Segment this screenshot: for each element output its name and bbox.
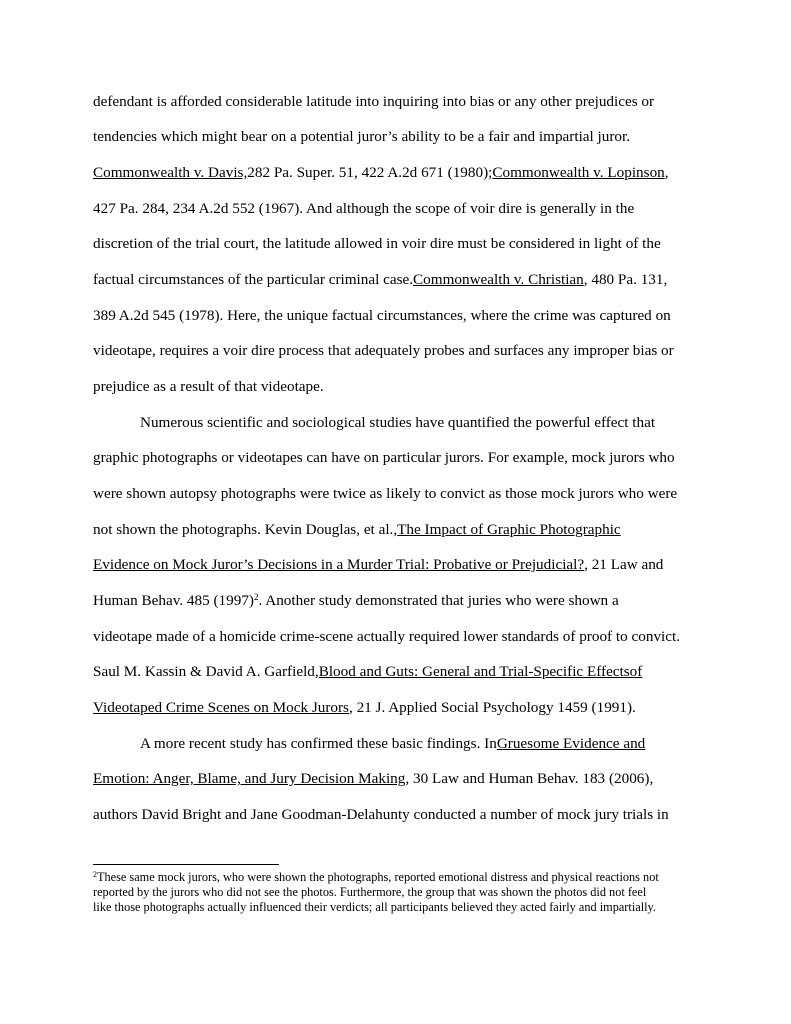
body-line xyxy=(93,342,703,360)
body-line xyxy=(93,93,703,111)
citation: , 30 Law and Human Behav. 183 (2006), xyxy=(405,770,654,787)
body-line xyxy=(93,378,703,396)
citation: , 480 Pa. 131, xyxy=(583,271,668,288)
body-line xyxy=(93,271,703,289)
article-title: Evidence on Mock Juror’s Decisions in a Murder Trial: Probative or Prejudicial? xyxy=(93,556,585,573)
footnote-reference: 2 xyxy=(253,592,259,602)
text-run: were shown autopsy photographs were twice as likely to convict as those mock jurors who were xyxy=(93,485,678,502)
body-line xyxy=(140,735,750,753)
body-line xyxy=(93,200,703,218)
text-run: reported by the jurors who did not see the photos. Furthermore, the group that was shown the photos did not feel xyxy=(93,885,647,899)
case-name: Commonwealth v. Lopinson xyxy=(492,164,665,181)
body-line xyxy=(93,485,703,503)
text-run: discretion of the trial court, the latitude allowed in voir dire must be considered in light of the xyxy=(93,235,661,252)
citation: Human Behav. 485 (1997) xyxy=(93,592,254,609)
body-line xyxy=(93,164,703,182)
text-run: not shown the photographs. Kevin Douglas, et al., xyxy=(93,521,398,538)
text-run: 427 Pa. 284, 234 A.2d 552 (1967). And although the scope of voir dire is generally in the xyxy=(93,200,635,217)
body-line xyxy=(93,770,703,788)
text-run: tendencies which might bear on a potential juror’s ability to be a fair and impartial juror. xyxy=(93,128,631,145)
text-run: 389 A.2d 545 (1978). Here, the unique factual circumstances, where the crime was captured on xyxy=(93,307,671,324)
body-line xyxy=(93,663,703,681)
case-name: Commonwealth v. Christian xyxy=(413,271,584,288)
text-run: videotape made of a homicide crime-scene actually required lower standards of proof to convict. xyxy=(93,628,681,645)
text-run: . Another study demonstrated that juries who were shown a xyxy=(258,592,619,609)
text-run: factual circumstances of the particular criminal case. xyxy=(93,271,414,288)
text-run: These same mock jurors, who were shown the photographs, reported emotional distress and physical reactions not xyxy=(97,870,659,884)
footnote-line xyxy=(93,900,703,915)
text-run: like those photographs actually influenced their verdicts; all participants believed they acted fairly and impartially. xyxy=(93,900,656,914)
body-line xyxy=(93,449,703,467)
article-title: Blood and Guts: General and Trial-Specific Effectsof xyxy=(318,663,643,680)
body-line xyxy=(93,307,703,325)
body-line xyxy=(93,806,703,824)
body-line xyxy=(93,521,703,539)
text-run: A more recent study has confirmed these basic findings. In xyxy=(140,735,497,752)
text-run: , xyxy=(664,164,669,181)
text-run: prejudice as a result of that videotape. xyxy=(93,378,324,395)
body-line xyxy=(93,628,703,646)
article-title: Videotaped Crime Scenes on Mock Jurors xyxy=(93,699,349,716)
case-name: Commonwealth v. Davis, xyxy=(93,164,248,181)
text-run: Numerous scientific and sociological studies have quantified the powerful effect that xyxy=(140,414,656,431)
body-line xyxy=(93,128,703,146)
footnote-marker: 2 xyxy=(93,870,97,879)
body-line xyxy=(140,414,750,432)
text-run: graphic photographs or videotapes can have on particular jurors. For example, mock jurors who xyxy=(93,449,675,466)
article-title: The Impact of Graphic Photographic xyxy=(397,521,621,538)
article-title: Gruesome Evidence and xyxy=(496,735,646,752)
article-title: Emotion: Anger, Blame, and Jury Decision Making xyxy=(93,770,406,787)
citation: , 21 Law and xyxy=(584,556,664,573)
text-run: authors David Bright and Jane Goodman-Delahunty conducted a number of mock jury trials in xyxy=(93,806,669,823)
body-line xyxy=(93,235,703,253)
text-run: defendant is afforded considerable latitude into inquiring into bias or any other prejudices or xyxy=(93,93,655,110)
text-run: Saul M. Kassin & David A. Garfield, xyxy=(93,663,319,680)
body-line xyxy=(93,592,703,610)
body-line xyxy=(93,699,703,717)
citation: , 21 J. Applied Social Psychology 1459 (1991). xyxy=(348,699,636,716)
footnote-separator xyxy=(93,864,279,865)
text-run: videotape, requires a voir dire process that adequately probes and surfaces any improper bias or xyxy=(93,342,674,359)
body-line xyxy=(93,556,703,574)
citation: 282 Pa. Super. 51, 422 A.2d 671 (1980); xyxy=(247,164,493,181)
footnote-line xyxy=(93,870,703,885)
footnote-line xyxy=(93,885,703,900)
